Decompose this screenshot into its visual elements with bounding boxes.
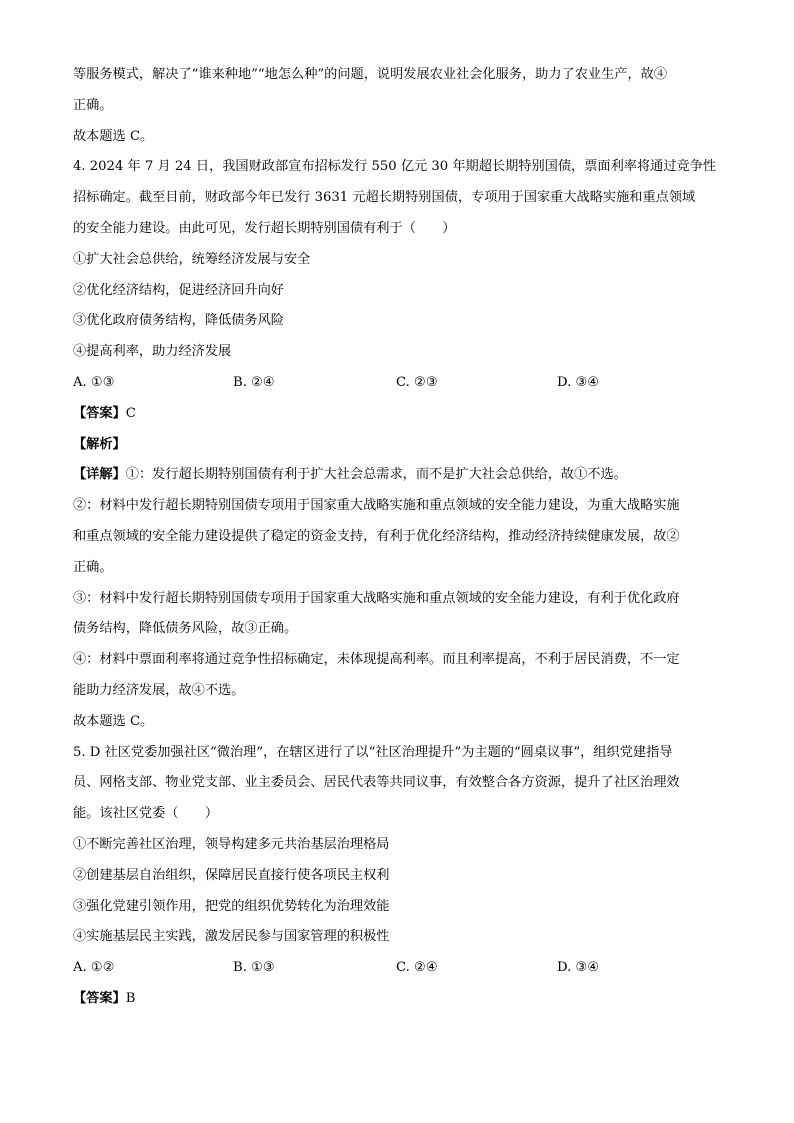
q5-answer-value: B [125,990,136,1006]
q4-options [73,368,725,399]
q4-answer [73,399,725,430]
q4-option-b: B. ②④ [233,374,275,390]
q4-detail-3: 和重点领域的安全能力建设提供了稳定的资金支持，有利于优化经济结构，推动经济持续健康发展，故② [73,528,680,544]
q4-detail-6: 债务结构，降低债务风险，故③正确。 [73,621,298,637]
q4-stem-1: 4. 2024 年 7 月 24 日，我国财政部宣布招标发行 550 亿元 30 年期超长期特别国债，票面利率将通过竞争性 [73,159,717,175]
document-page [73,60,725,1015]
prev-line-3: 故本题选 C。 [73,128,154,144]
q4-item-4: ④提高利率，助力经济发展 [73,344,232,360]
q4-option-a: A. ①③ [73,374,115,390]
q4-detail-9: 故本题选 C。 [73,713,154,729]
q4-answer-tag: 【答案】 [73,405,126,421]
q4-option-c: C. ②③ [396,374,438,390]
q5-stem-1: 5. D 社区党委加强社区“微治理”，在辖区进行了以“社区治理提升”为主题的“圆桌议事”，组织党建指导 [73,744,673,760]
q4-option-d: D. ③④ [557,374,600,390]
q5-item-2: ②创建基层自治组织，保障居民直接行使各项民主权利 [73,867,390,883]
q5-option-c: C. ②④ [396,960,438,976]
q4-detail-8: 能助力经济发展，故④不选。 [73,682,245,698]
q4-stem-3: 的安全能力建设。由此可见，发行超长期特别国债有利于（ ） [73,220,456,236]
q5-option-a: A. ①② [73,960,115,976]
q4-item-3: ③优化政府债务结构，降低债务风险 [73,313,284,329]
q4-answer-value: C [125,405,136,421]
q4-item-1: ①扩大社会总供给，统筹经济发展与安全 [73,251,311,267]
q5-options [73,953,725,984]
q5-stem-2: 员、网格支部、物业党支部、业主委员会、居民代表等共同议事，有效整合各方资源，提升了社区治理效 [73,775,680,791]
prev-line-2: 正确。 [73,97,113,113]
q4-detail-4: 正确。 [73,559,113,575]
q5-stem-3: 能。该社区党委（ ） [73,806,219,822]
q4-detail-1 [73,460,725,491]
prev-line-1: 等服务模式，解决了“谁来种地”“地怎么种”的问题，说明发展农业社会化服务，助力了农业生产，故④ [73,67,668,82]
q5-option-b: B. ①③ [233,960,275,976]
q5-answer [73,984,725,1015]
q5-item-3: ③强化党建引领作用，把党的组织优势转化为治理效能 [73,898,390,914]
q4-detail-5: ③：材料中发行超长期特别国债专项用于国家重大战略实施和重点领域的安全能力建设，有利于优化政府 [73,590,680,606]
q4-analysis-tag: 【解析】 [73,436,126,452]
q4-item-2: ②优化经济结构，促进经济回升向好 [73,282,284,298]
q5-answer-tag: 【答案】 [73,990,126,1006]
q4-detail-first: ①：发行超长期特别国债有利于扩大社会总需求，而不是扩大社会总供给，故①不选。 [125,467,627,483]
q4-detail-7: ④：材料中票面利率将通过竞争性招标确定，未体现提高利率。而且利率提高，不利于居民消费，不一定 [73,652,680,668]
q5-item-4: ④实施基层民主实践，激发居民参与国家管理的积极性 [73,929,390,945]
q5-option-d: D. ③④ [557,960,600,976]
q4-detail-2: ②：材料中发行超长期特别国债专项用于国家重大战略实施和重点领域的安全能力建设，为重大战略实施 [73,498,680,514]
q4-detail-tag: 【详解】 [73,467,126,483]
q5-item-1: ①不断完善社区治理，领导构建多元共治基层治理格局 [73,836,390,852]
q4-stem-2: 招标确定。截至目前，财政部今年已发行 3631 元超长期特别国债，专项用于国家重大战略实施和重点领域 [73,190,696,206]
